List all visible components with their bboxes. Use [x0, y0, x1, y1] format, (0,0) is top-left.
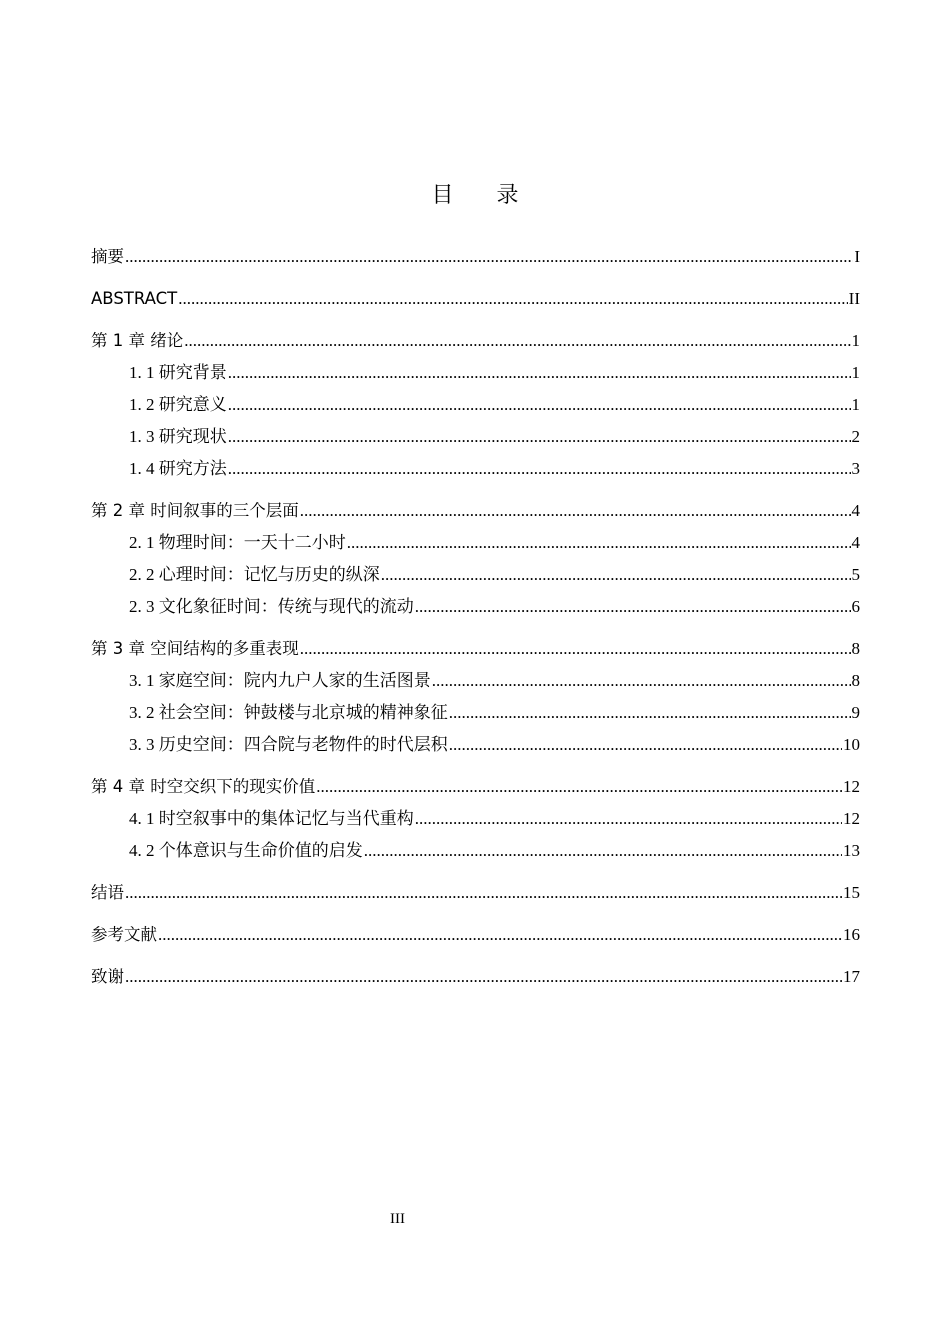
toc-entry-page: I [854, 247, 860, 266]
dot-leader [415, 808, 842, 830]
toc-entry-section-3-1[interactable] [91, 670, 860, 702]
toc-entry-section-1-3[interactable] [91, 426, 860, 458]
toc-entry-label: 第 1 章 绪论 [91, 331, 184, 350]
toc-entry-page: 17 [843, 967, 860, 986]
toc-entry-label: 3. 3 历史空间：四合院与老物件的时代层积 [129, 735, 448, 754]
dot-leader [300, 638, 851, 660]
toc-entry-label: 2. 1 物理时间：一天十二小时 [129, 533, 346, 552]
toc-entry-chapter-4[interactable] [91, 776, 860, 808]
toc-entry-label: 2. 3 文化象征时间：传统与现代的流动 [129, 597, 414, 616]
dot-leader [347, 532, 851, 554]
toc-entry-page: 1 [851, 395, 860, 414]
toc-entry-label: 1. 1 研究背景 [129, 363, 227, 382]
toc-entry-section-3-3[interactable] [91, 734, 860, 766]
toc-entry-section-1-1[interactable] [91, 362, 860, 394]
dot-leader [432, 670, 851, 692]
toc-entry-page: 10 [843, 735, 860, 754]
toc-entry-section-3-2[interactable] [91, 702, 860, 734]
toc-entry-label: 结语 [91, 883, 124, 902]
toc-entry-label: 1. 4 研究方法 [129, 459, 227, 478]
toc-entry-abstract-cn[interactable] [91, 246, 860, 278]
toc-entry-abstract-en[interactable] [91, 288, 860, 320]
toc-entry-chapter-2[interactable] [91, 500, 860, 532]
dot-leader [449, 702, 851, 724]
toc-entry-conclusion[interactable] [91, 882, 860, 914]
toc-entry-page: 16 [843, 925, 860, 944]
toc-entry-page: 9 [851, 703, 860, 722]
toc-entry-section-1-2[interactable] [91, 394, 860, 426]
toc-entry-references[interactable] [91, 924, 860, 956]
toc-entry-label: 摘要 [91, 247, 124, 266]
dot-leader [316, 776, 842, 798]
toc-entry-page: 1 [851, 331, 860, 350]
toc-entry-page: 2 [851, 427, 860, 446]
dot-leader [158, 924, 842, 946]
toc-entry-page: 3 [851, 459, 860, 478]
toc-entry-page: 12 [843, 809, 860, 828]
toc-entry-page: 8 [851, 639, 860, 658]
toc-entry-page: 6 [851, 597, 860, 616]
dot-leader [415, 596, 851, 618]
page-number-footer: III [390, 1211, 405, 1227]
dot-leader [178, 288, 847, 310]
dot-leader [228, 362, 851, 384]
dot-leader [228, 458, 851, 480]
dot-leader [300, 500, 851, 522]
toc-entry-section-2-1[interactable] [91, 532, 860, 564]
toc-entry-label: 1. 3 研究现状 [129, 427, 227, 446]
toc-entry-label: 参考文献 [91, 925, 157, 944]
dot-leader [364, 840, 842, 862]
dot-leader [125, 246, 853, 268]
toc-entry-label: ABSTRACT [91, 289, 178, 308]
toc-entry-label: 4. 1 时空叙事中的集体记忆与当代重构 [129, 809, 414, 828]
dot-leader [381, 564, 851, 586]
page-title: 目 录 [431, 183, 537, 208]
dot-leader [449, 734, 842, 756]
toc-entry-page: 5 [851, 565, 860, 584]
toc-entry-section-2-2[interactable] [91, 564, 860, 596]
dot-leader [228, 426, 851, 448]
toc-entry-section-4-1[interactable] [91, 808, 860, 840]
toc-entry-page: 12 [843, 777, 860, 796]
toc-entry-page: 4 [851, 501, 860, 520]
toc-entry-label: 第 2 章 时间叙事的三个层面 [91, 501, 299, 520]
toc-entry-page: 1 [851, 363, 860, 382]
toc-entry-chapter-1[interactable] [91, 330, 860, 362]
toc-entry-label: 1. 2 研究意义 [129, 395, 227, 414]
toc-entry-acknowledgements[interactable] [91, 966, 860, 998]
toc-entry-page: 8 [851, 671, 860, 690]
toc-entry-label: 3. 1 家庭空间：院内九户人家的生活图景 [129, 671, 431, 690]
dot-leader [125, 966, 842, 988]
toc-entry-label: 4. 2 个体意识与生命价值的启发 [129, 841, 363, 860]
dot-leader [228, 394, 851, 416]
toc-entry-section-2-3[interactable] [91, 596, 860, 628]
toc-entry-page: II [848, 289, 860, 308]
toc-entry-section-1-4[interactable] [91, 458, 860, 490]
dot-leader [184, 330, 850, 352]
dot-leader [125, 882, 842, 904]
toc-entry-label: 第 3 章 空间结构的多重表现 [91, 639, 299, 658]
toc-entry-page: 13 [843, 841, 860, 860]
toc-entry-label: 第 4 章 时空交织下的现实价值 [91, 777, 316, 796]
toc-entry-label: 3. 2 社会空间：钟鼓楼与北京城的精神象征 [129, 703, 448, 722]
toc-entry-label: 2. 2 心理时间：记忆与历史的纵深 [129, 565, 380, 584]
toc-entry-label: 致谢 [91, 967, 124, 986]
table-of-contents [91, 246, 860, 998]
toc-entry-section-4-2[interactable] [91, 840, 860, 872]
toc-entry-chapter-3[interactable] [91, 638, 860, 670]
toc-entry-page: 4 [851, 533, 860, 552]
toc-entry-page: 15 [843, 883, 860, 902]
